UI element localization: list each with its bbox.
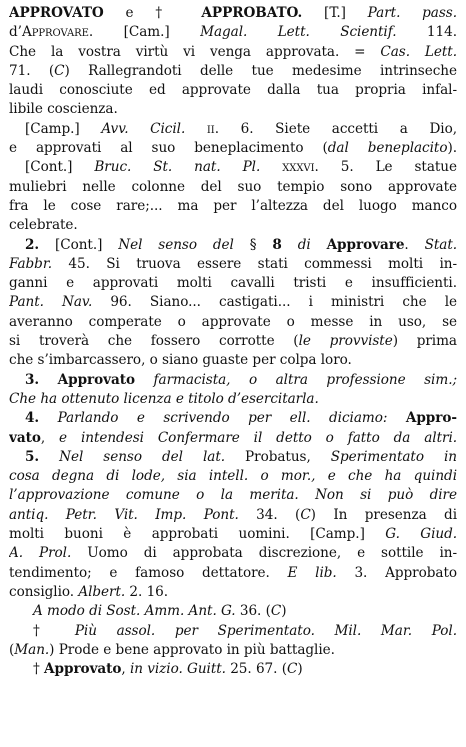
text-segment: ) prima bbox=[392, 333, 457, 350]
text-segment: 36. ( bbox=[235, 603, 271, 620]
text-segment: 3. Approbato bbox=[336, 564, 457, 581]
text-segment: 3. bbox=[25, 371, 40, 388]
text-segment: 96. Siano... castigati... i ministri che le bbox=[92, 294, 457, 311]
text-segment: libile coscienza. bbox=[9, 101, 118, 118]
text-segment: l’approvazione comune o la merita. Non si può dire bbox=[9, 487, 457, 504]
text-segment: Stat. bbox=[424, 236, 457, 253]
text-line bbox=[9, 641, 457, 660]
text-segment: Fabbr. bbox=[9, 255, 53, 272]
text-segment: e approvati al suo beneplacimento ( bbox=[9, 140, 328, 157]
text-line bbox=[9, 120, 457, 139]
text-segment: . 5. Le statue bbox=[314, 159, 457, 176]
text-segment bbox=[185, 121, 207, 137]
text-segment: antiq. Petr. Vit. Imp. Pont. bbox=[9, 506, 239, 523]
text-segment: farmacista, o altra professione sim.; bbox=[153, 371, 457, 388]
text-line bbox=[9, 583, 457, 602]
text-segment: averanno comperate o approvate o messe in uso, se bbox=[9, 313, 457, 330]
text-segment: 4. bbox=[25, 410, 40, 427]
text-line bbox=[9, 390, 457, 409]
text-line bbox=[9, 429, 457, 448]
text-segment: Pant. Nav. bbox=[9, 294, 93, 311]
text-segment: ii bbox=[206, 120, 215, 137]
text-segment: Approvato bbox=[44, 661, 122, 678]
text-segment: Man. bbox=[14, 641, 50, 658]
text-segment: Approvare bbox=[21, 24, 89, 41]
text-segment bbox=[39, 410, 57, 426]
text-segment: Magal. Lett. Scientif. bbox=[200, 24, 397, 41]
text-segment: E lib. bbox=[287, 564, 337, 581]
text-segment: Uomo di approbata discrezione, e sottile in- bbox=[71, 545, 457, 562]
text-line bbox=[9, 332, 457, 351]
text-line bbox=[9, 178, 457, 197]
text-segment: C bbox=[54, 62, 65, 79]
text-segment: ) bbox=[297, 661, 303, 678]
text-line bbox=[9, 23, 457, 42]
text-segment: . 6. Siete accetti a Dio, bbox=[214, 120, 457, 137]
text-segment: 2. bbox=[25, 236, 40, 253]
text-segment: le provviste bbox=[298, 333, 393, 350]
text-segment: celebrate. bbox=[9, 217, 78, 234]
text-segment: [Camp.] bbox=[25, 120, 102, 137]
text-line bbox=[9, 313, 457, 332]
text-segment: e intendesi Confermare il detto o fatto da altri. bbox=[59, 429, 457, 446]
text-line bbox=[9, 544, 457, 563]
text-segment: G. Giud. bbox=[385, 526, 457, 543]
text-segment: in vizio. Guitt. bbox=[129, 661, 226, 678]
text-segment: . [Cam.] bbox=[88, 24, 201, 41]
text-segment: APPROVATO bbox=[9, 5, 104, 21]
text-segment: cosa degna di lode, sia intell. o mor., e che ha quindi bbox=[9, 468, 457, 485]
text-segment: 5. bbox=[25, 448, 40, 465]
text-line bbox=[9, 274, 457, 293]
text-segment: Part. pass. bbox=[367, 5, 457, 21]
text-line bbox=[9, 467, 457, 486]
text-segment: ( bbox=[9, 641, 15, 658]
text-line bbox=[9, 100, 457, 119]
text-segment: C bbox=[300, 506, 311, 523]
text-line bbox=[9, 602, 457, 621]
text-segment: fra le cose rare;... ma per l’altezza del luogo manco bbox=[9, 197, 457, 214]
text-segment: † bbox=[33, 661, 45, 678]
text-segment: [Cont.] bbox=[39, 236, 119, 253]
text-segment: tendimento; e famoso dettatore. bbox=[9, 564, 288, 581]
text-segment: consiglio. bbox=[9, 583, 79, 600]
text-segment: ) bbox=[281, 603, 287, 620]
text-segment bbox=[135, 372, 154, 388]
text-segment: , bbox=[40, 429, 60, 446]
text-line bbox=[9, 139, 457, 158]
text-segment: 34. ( bbox=[238, 506, 301, 523]
text-line bbox=[9, 371, 457, 390]
text-line bbox=[9, 81, 457, 100]
text-segment: di bbox=[297, 236, 311, 253]
text-segment: e † bbox=[103, 5, 202, 21]
text-line bbox=[9, 236, 457, 255]
text-segment bbox=[39, 449, 59, 465]
entry-text-column bbox=[9, 4, 457, 679]
text-segment: muliebri nelle colonne del suo tempio sono approvate bbox=[9, 178, 457, 195]
text-segment: dal beneplacito bbox=[327, 140, 448, 157]
text-segment bbox=[387, 410, 405, 426]
text-segment: ) Rallegrandoti delle tue medesime intrinseche bbox=[64, 62, 457, 79]
text-segment: Probatus, bbox=[225, 448, 331, 465]
text-segment: d’ bbox=[9, 24, 22, 41]
text-line bbox=[9, 351, 457, 370]
text-line bbox=[9, 216, 457, 235]
text-segment: molti buoni è approbati uomini. [Camp.] bbox=[9, 526, 386, 543]
text-segment: Che ha ottenuto licenza e titolo d’esercitarla. bbox=[9, 390, 319, 407]
text-segment: Più assol. per Sperimentato. Mil. Mar. Pol. bbox=[74, 622, 457, 639]
text-segment: Nel senso del lat. bbox=[59, 448, 225, 465]
text-segment: † bbox=[33, 622, 75, 639]
text-line bbox=[9, 158, 457, 177]
text-segment: 8 bbox=[272, 236, 282, 253]
text-segment: 114. bbox=[396, 24, 457, 41]
text-segment: Che la vostra virtù vi venga approvata. = bbox=[9, 43, 381, 60]
text-segment: si troverà che fossero corrotte ( bbox=[9, 333, 299, 350]
text-segment: ) Prode e bene approvato in più battaglie. bbox=[49, 641, 335, 658]
text-line bbox=[9, 62, 457, 81]
text-segment: Albert. bbox=[78, 583, 126, 600]
text-segment: Bruc. St. nat. Pl. bbox=[94, 159, 261, 176]
text-segment: ganni e approvati molti cavalli tristi e insufficienti. bbox=[9, 275, 457, 292]
text-segment: ) In presenza di bbox=[310, 506, 457, 523]
text-line bbox=[9, 409, 457, 428]
text-segment: 2. 16. bbox=[125, 583, 169, 600]
text-line bbox=[9, 564, 457, 583]
text-segment: laudi conosciute ed approvate dalla tua propria infal- bbox=[9, 82, 457, 99]
text-segment bbox=[282, 237, 298, 253]
text-line bbox=[9, 506, 457, 525]
text-segment: . bbox=[404, 236, 425, 253]
text-line bbox=[9, 255, 457, 274]
text-segment: [Cont.] bbox=[25, 159, 95, 176]
text-segment: [T.] bbox=[302, 5, 368, 21]
text-segment: Avv. Cicil. bbox=[101, 120, 186, 137]
text-segment: APPROBATO. bbox=[201, 5, 303, 21]
text-line bbox=[9, 525, 457, 544]
text-line bbox=[9, 197, 457, 216]
text-segment: C bbox=[270, 603, 282, 620]
text-segment: Approvato bbox=[57, 371, 136, 388]
text-segment: Cas. Lett. bbox=[380, 43, 457, 60]
text-segment: che s’imbarcassero, o siano guaste per colpa loro. bbox=[9, 352, 352, 369]
text-line bbox=[9, 486, 457, 505]
text-segment: vato bbox=[9, 429, 41, 446]
text-segment: Nel senso del bbox=[118, 236, 234, 253]
text-line bbox=[9, 622, 457, 641]
text-line bbox=[9, 4, 457, 23]
text-line bbox=[9, 660, 457, 679]
text-segment bbox=[311, 237, 327, 253]
text-segment: 45. Si truova essere stati commessi molti in- bbox=[52, 255, 457, 272]
text-segment: § bbox=[233, 236, 273, 253]
text-segment: xxxvi bbox=[282, 159, 315, 176]
text-segment: Parlando e scrivendo per ell. diciamo: bbox=[57, 410, 388, 427]
text-segment: A modo di Sost. Amm. Ant. G. bbox=[33, 603, 236, 620]
text-segment: , bbox=[121, 661, 130, 678]
text-segment: A. Prol. bbox=[9, 545, 72, 562]
text-line bbox=[9, 448, 457, 467]
text-segment: 71. ( bbox=[9, 62, 55, 79]
text-segment bbox=[260, 159, 282, 175]
text-line bbox=[9, 293, 457, 312]
text-segment: Appro- bbox=[405, 410, 457, 427]
text-segment bbox=[39, 372, 58, 388]
text-segment: C bbox=[286, 661, 298, 678]
text-line bbox=[9, 43, 457, 62]
text-segment: Approvare bbox=[326, 236, 405, 253]
text-segment: Sperimentato in bbox=[330, 448, 457, 465]
text-segment: 25. 67. ( bbox=[225, 661, 287, 678]
text-segment: ). bbox=[447, 140, 457, 157]
